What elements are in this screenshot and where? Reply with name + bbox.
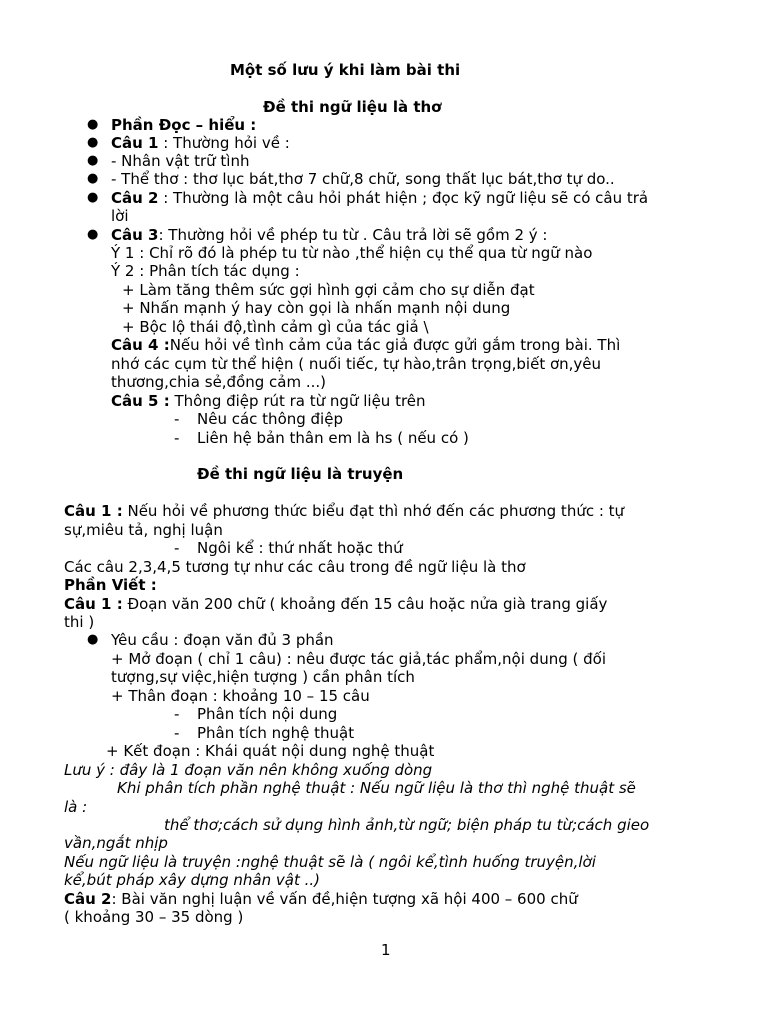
ngoi-ke-line: Ngôi kể : thứ nhất hoặc thứ (197, 539, 403, 557)
dash-marker: - (174, 429, 180, 447)
than-doan-line: + Thân đoạn : khoảng 10 – 15 câu (111, 687, 370, 705)
item-the-tho: - Thể thơ : thơ lục bát,thơ 7 chữ,8 chữ, song thất lục bát,thơ tự do.. (111, 170, 615, 188)
cau2-line: Câu 2 : Thường là một câu hỏi phát hiện ; đọc kỹ ngữ liệu sẽ có câu trả (111, 189, 649, 207)
cau4-line: Câu 4 :Nếu hỏi về tình cảm của tác giả được gửi gắm trong bài. Thì (111, 336, 621, 354)
plus-item: + Nhấn mạnh ý hay còn gọi là nhấn mạnh nội dung (122, 299, 511, 317)
bullet-marker: ● (87, 190, 99, 205)
bullet-marker: ● (87, 227, 99, 242)
cau5-item: Liên hệ bản thân em là hs ( nếu có ) (197, 429, 469, 447)
pt-noi-dung-line: Phân tích nội dung (197, 705, 338, 723)
pt-nghe-thuat-line: Phân tích nghệ thuật (197, 724, 355, 742)
viet-cau2-line-2: ( khoảng 30 – 35 dòng ) (64, 908, 244, 926)
neu-truyen-line: Nếu ngữ liệu là truyện :nghệ thuật sẽ là ( ngôi kể,tình huống truyện,lời (64, 853, 596, 871)
ket-doan-line: + Kết đoạn : Khái quát nội dung nghệ thuật (106, 742, 435, 760)
cau4-line-3: thương,chia sẻ,đồng cảm ...) (111, 373, 327, 391)
plus-item: + Bộc lộ thái độ,tình cảm gì của tác giả \ (122, 318, 429, 336)
mo-doan-line: + Mở đoạn ( chỉ 1 câu) : nêu được tác giả,tác phẩm,nội dung ( đối (111, 650, 606, 668)
cau5-line: Câu 5 : Thông điệp rút ra từ ngữ liệu trên (111, 392, 426, 410)
bullet-marker: ● (87, 117, 99, 132)
truyen-cau1-line: Câu 1 : Nếu hỏi về phương thức biểu đạt thì nhớ đến các phương thức : tự (64, 502, 625, 520)
viet-cau1-line: Câu 1 : Đoạn văn 200 chữ ( khoảng đến 15 câu hoặc nửa già trang giấy (64, 595, 608, 613)
khi-phan-tich-line-2: là : (64, 798, 88, 816)
viet-cau2-line: Câu 2: Bài văn nghị luận về vấn đề,hiện tượng xã hội 400 – 600 chữ (64, 890, 578, 908)
cau4-line-2: nhớ các cụm từ thể hiện ( nuối tiếc, tự hào,trân trọng,biết ơn,yêu (111, 355, 602, 373)
bullet-marker: ● (87, 135, 99, 150)
phan-viet-heading: Phần Viết : (64, 576, 157, 594)
doc-hieu-heading: Phần Đọc – hiểu : (111, 116, 257, 134)
the-tho-line-2: vần,ngắt nhịp (64, 834, 168, 852)
section-title-tho: Đề thi ngữ liệu là thơ (263, 98, 442, 116)
khi-phan-tich-line: Khi phân tích phần nghệ thuật : Nếu ngữ liệu là thơ thì nghệ thuật sẽ (117, 779, 636, 797)
cau1-line: Câu 1 : Thường hỏi về : (111, 134, 290, 152)
neu-truyen-line-2: kể,bút pháp xây dựng nhân vật ..) (64, 871, 320, 889)
bullet-marker: ● (87, 171, 99, 186)
yeu-cau-line: Yêu cầu : đoạn văn đủ 3 phần (111, 631, 334, 649)
dash-marker: - (174, 539, 180, 557)
plus-item: + Làm tăng thêm sức gợi hình gợi cảm cho sự diễn đạt (122, 281, 535, 299)
cau2-line-cont: lời (111, 207, 129, 225)
page-number: 1 (381, 941, 391, 959)
y2-line: Ý 2 : Phân tích tác dụng : (111, 262, 300, 280)
dash-marker: - (174, 724, 180, 742)
bullet-marker: ● (87, 153, 99, 168)
truyen-cau1-line-2: sự,miêu tả, nghị luận (64, 521, 223, 539)
y1-line: Ý 1 : Chỉ rõ đó là phép tu từ nào ,thể hiện cụ thể qua từ ngữ nào (111, 244, 593, 262)
dash-marker: - (174, 705, 180, 723)
document-title: Một số lưu ý khi làm bài thi (230, 61, 461, 79)
viet-cau1-line-2: thi ) (64, 613, 95, 631)
dash-marker: - (174, 410, 180, 428)
item-nhan-vat: - Nhân vật trữ tình (111, 152, 250, 170)
cau3-line: Câu 3: Thường hỏi về phép tu từ . Câu trả lời sẽ gồm 2 ý : (111, 226, 548, 244)
cac-cau-line: Các câu 2,3,4,5 tương tự như các câu trong đề ngữ liệu là thơ (64, 558, 526, 576)
luu-y-line: Lưu ý : đây là 1 đoạn văn nên không xuống dòng (64, 761, 433, 779)
section-title-truyen: Đề thi ngữ liệu là truyện (197, 465, 404, 483)
cau5-item: Nêu các thông điệp (197, 410, 343, 428)
the-tho-line: thể thơ;cách sử dụng hình ảnh,từ ngữ; biện pháp tu từ;cách gieo (164, 816, 650, 834)
bullet-marker: ● (87, 632, 99, 647)
mo-doan-line-2: tượng,sự việc,hiện tượng ) cần phân tích (111, 668, 415, 686)
